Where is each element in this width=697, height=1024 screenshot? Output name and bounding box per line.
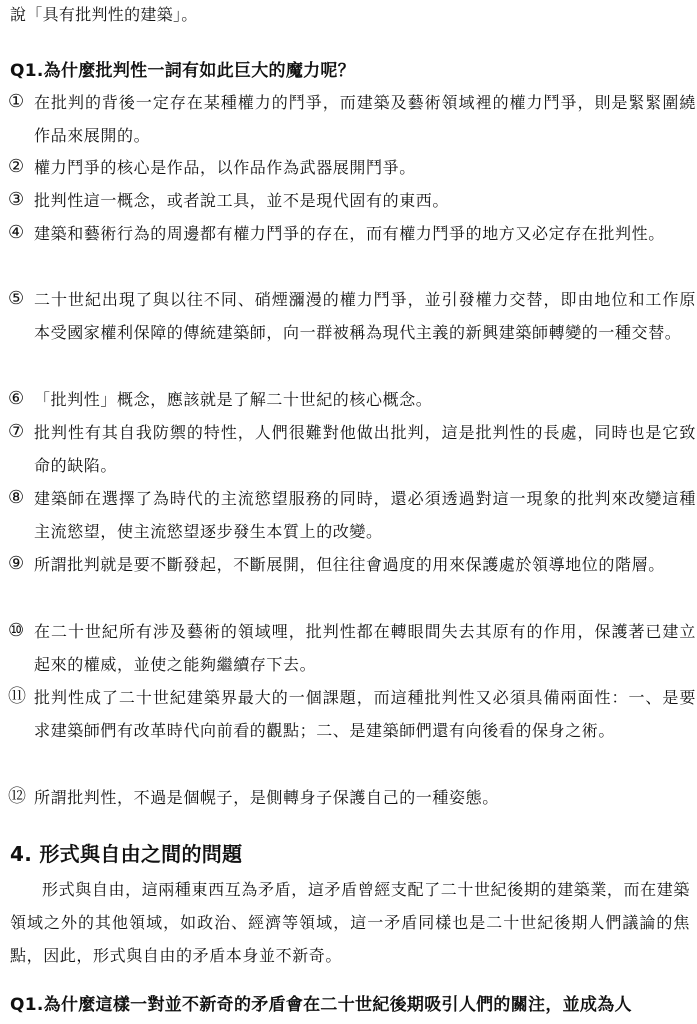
item-number: ⑪ <box>8 686 26 707</box>
item-text: 所謂批判就是要不斷發起，不斷展開，但往往會過度的用來保護處於領導地位的階層。 <box>34 555 665 574</box>
item-text: 建築和藝術行為的周邊都有權力鬥爭的存在，而有權力鬥爭的地方又必定存在批判性。 <box>34 224 665 243</box>
question-heading: Q1.為什麼批判性一詞有如此巨大的魔力呢？ <box>10 61 356 81</box>
item-number: ⑤ <box>8 288 25 309</box>
item-text: 批判性這一概念，或者說工具，並不是現代固有的東西。 <box>34 191 450 210</box>
intro-line: 說「具有批判性的建築」。 <box>10 5 198 24</box>
item-number: ① <box>8 91 25 112</box>
item-number: ⑦ <box>8 421 25 442</box>
item-text: 所謂批判性，不過是個幌子，是側轉身子保護自己的一種姿態。 <box>34 788 499 807</box>
question-heading: Q1.為什麼這樣一對並不新奇的矛盾會在二十世紀後期吸引人們的關注，並成為人 <box>10 995 632 1015</box>
item-number: ⑨ <box>8 553 25 574</box>
section-title: 4. 形式與自由之間的問題 <box>10 842 243 866</box>
item-text: 批判性成了二十世紀建築界最大的一個課題，而這種批判性又必須具備兩面性：一、是要求建築師們有改革時代向前看的觀點；二、是建築師們還有向後看的保身之術。 <box>34 688 696 740</box>
item-text: 「批判性」概念，應該就是了解二十世紀的核心概念。 <box>34 390 433 409</box>
item-number: ⑫ <box>8 786 26 807</box>
item-number: ⑥ <box>8 388 25 409</box>
item-text: 權力鬥爭的核心是作品，以作品作為武器展開鬥爭。 <box>34 158 416 177</box>
item-number: ⑧ <box>8 487 25 508</box>
item-text: 建築師在選擇了為時代的主流慾望服務的同時，還必須透過對這一現象的批判來改變這種主流慾望，使主流慾望逐步發生本質上的改變。 <box>34 489 696 541</box>
item-text: 二十世紀出現了與以往不同、硝煙瀰漫的權力鬥爭，並引發權力交替，即由地位和工作原本受國家權利保障的傳統建築師，向一群被稱為現代主義的新興建築師轉變的一種交替。 <box>34 290 696 342</box>
item-number: ② <box>8 156 25 177</box>
item-number: ④ <box>8 222 25 243</box>
item-text: 在批判的背後一定存在某種權力的鬥爭，而建築及藝術領域裡的權力鬥爭，則是緊緊圍繞作品來展開的。 <box>34 93 696 145</box>
section-paragraph: 形式與自由，這兩種東西互為矛盾，這矛盾曾經支配了二十世紀後期的建築業，而在建築領域之外的其他領域，如政治、經濟等領域，這一矛盾同樣也是二十世紀後期人們議論的焦點，因此，形式與自由的矛盾本身並不新奇。 <box>10 880 690 965</box>
item-number: ③ <box>8 189 25 210</box>
item-text: 批判性有其自我防禦的特性，人們很難對他做出批判，這是批判性的長處，同時也是它致命的缺陷。 <box>34 423 696 475</box>
item-text: 在二十世紀所有涉及藝術的領域哩，批判性都在轉眼間失去其原有的作用，保護著已建立起來的權威，並使之能夠繼續存下去。 <box>34 622 696 674</box>
item-number: ⑩ <box>8 620 25 641</box>
